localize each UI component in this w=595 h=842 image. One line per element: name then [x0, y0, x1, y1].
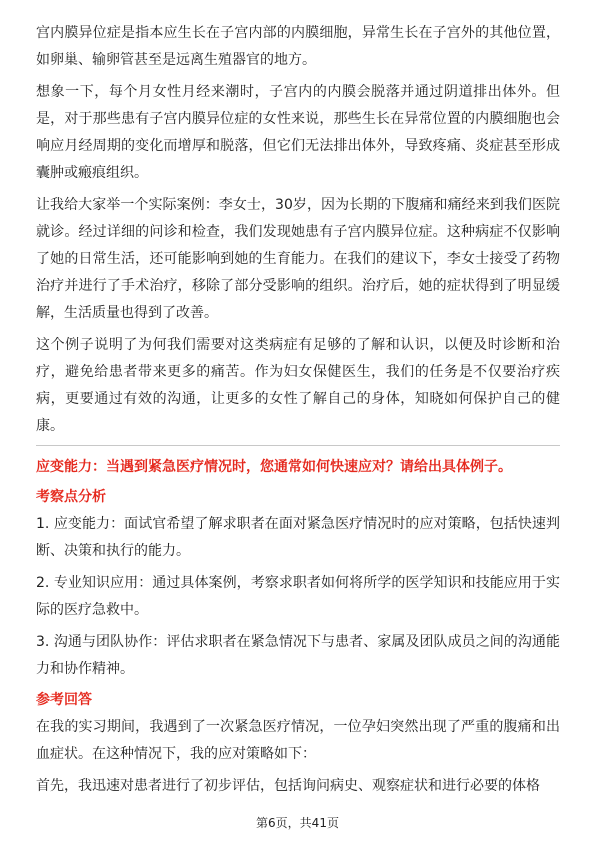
intro-paragraph: 让我给大家举一个实际案例：李女士，30岁，因为长期的下腹痛和痛经来到我们医院就诊。经过详细的问诊和检查，我们发现她患有子宫内膜异位症。这种病症不仅影响了她的日常生活，还可能影响到她的生育能力。在我们的建议下，李女士接受了药物治疗并进行了手术治疗，移除了部分受影响的组织。治疗后，她的症状得到了明显缓解，生活质量也得到了改善。 [36, 197, 560, 321]
analysis-heading: 考察点分析 [36, 489, 106, 505]
analysis-item: 1. 应变能力：面试官希望了解求职者在面对紧急医疗情况时的应对策略，包括快速判断、决策和执行的能力。 [36, 516, 560, 559]
interview-question: 应变能力：当遇到紧急医疗情况时，您通常如何快速应对？请给出具体例子。 [36, 459, 512, 475]
answer-paragraph: 首先，我迅速对患者进行了初步评估，包括询问病史、观察症状和进行必要的体格 [36, 778, 540, 794]
intro-paragraph: 想象一下，每个月女性月经来潮时，子宫内的内膜会脱落并通过阴道排出体外。但是，对于那些患有子宫内膜异位症的女性来说，那些生长在异常位置的内膜细胞也会响应月经周期的变化而增厚和脱落，但它们无法排出体外，导致疼痛、炎症甚至形成囊肿或瘢痕组织。 [36, 84, 560, 181]
document-body [36, 20, 560, 805]
intro-paragraph: 这个例子说明了为何我们需要对这类病症有足够的了解和认识，以便及时诊断和治疗，避免给患者带来更多的痛苦。作为妇女保健医生，我们的任务是不仅要治疗疾病，更要通过有效的沟通，让更多的女性了解自己的身体，知晓如何保护自己的健康。 [36, 337, 560, 434]
analysis-item: 3. 沟通与团队协作：评估求职者在紧急情况下与患者、家属及团队成员之间的沟通能力和协作精神。 [36, 634, 560, 677]
page-footer: 第6页，共41页 [256, 816, 339, 830]
intro-paragraph: 宫内膜异位症是指本应生长在子宫内部的内膜细胞，异常生长在子宫外的其他位置，如卵巢、输卵管甚至是远离生殖器官的地方。 [36, 25, 560, 68]
section-divider [36, 445, 560, 446]
answer-paragraph: 在我的实习期间，我遇到了一次紧急医疗情况，一位孕妇突然出现了严重的腹痛和出血症状。在这种情况下，我的应对策略如下： [36, 719, 560, 762]
analysis-item: 2. 专业知识应用：通过具体案例，考察求职者如何将所学的医学知识和技能应用于实际的医疗急救中。 [36, 575, 560, 618]
answer-heading: 参考回答 [36, 692, 92, 708]
